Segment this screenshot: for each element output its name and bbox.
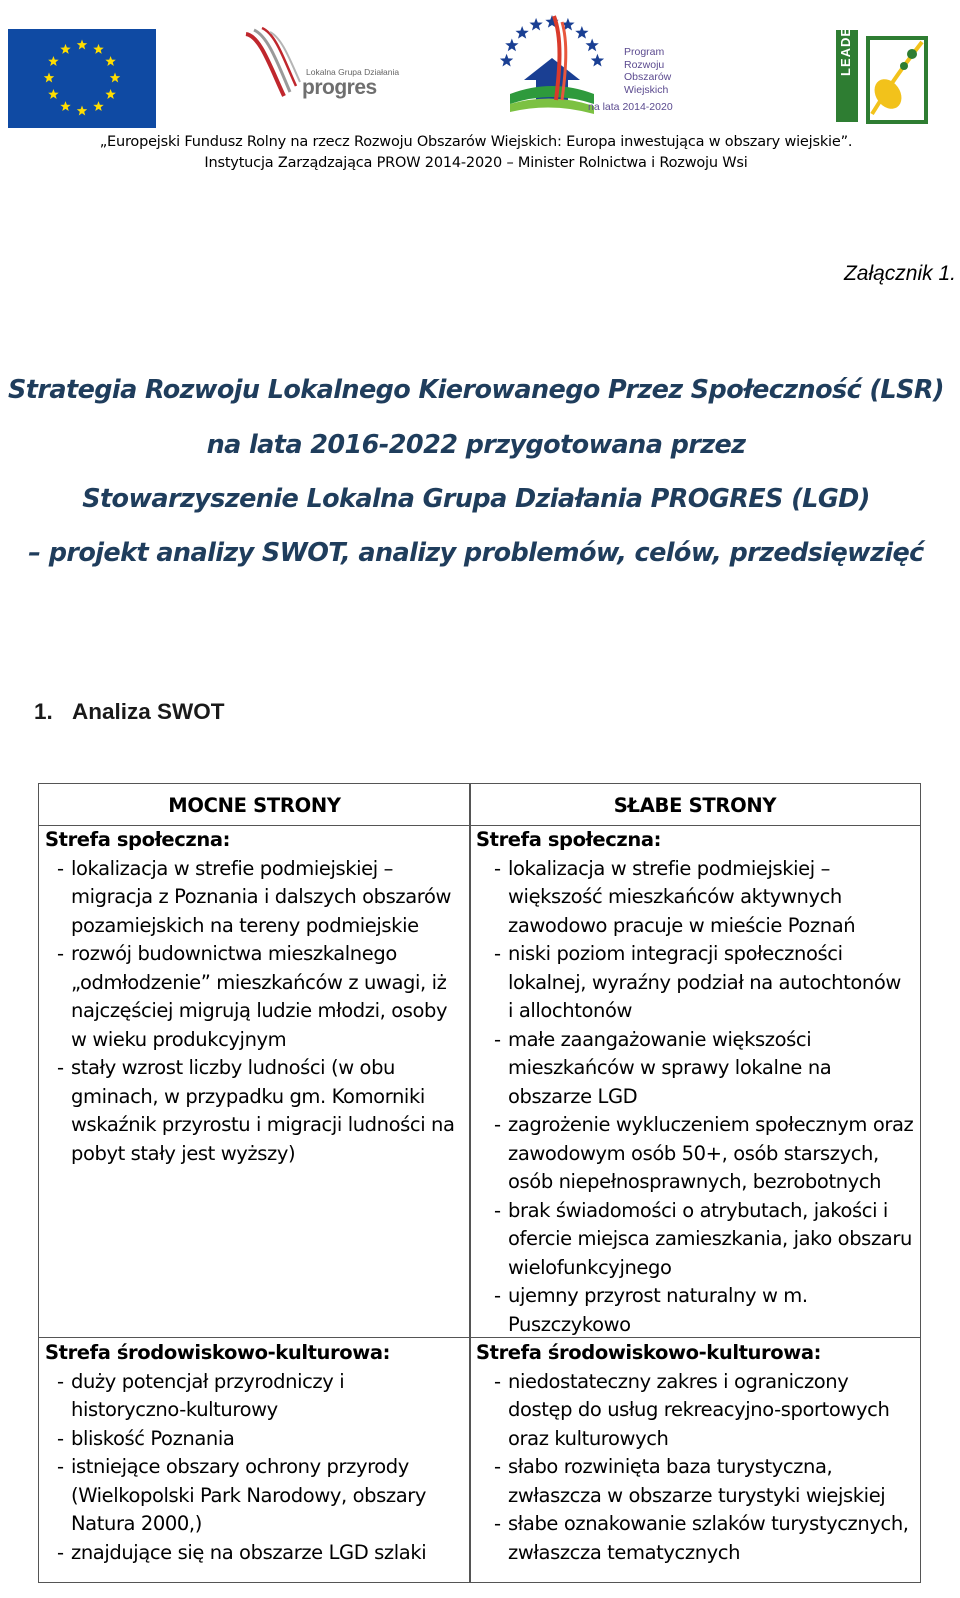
strength-social-item: [45, 940, 464, 1054]
title-line-4: – projekt analizy SWOT, analizy problemów, celów, przedsięwzięć: [28, 538, 924, 568]
strength-environment-item: [45, 1368, 464, 1425]
weaknesses-environment-zone: [470, 1338, 920, 1598]
weakness-social-item-line: wielofunkcyjnego: [508, 1255, 672, 1279]
funding-line-2: Instytucja Zarządzająca PROW 2014-2020 – Minister Rolnictwa i Rozwoju Wsi: [204, 155, 748, 171]
strength-environment-item-line: (Wielkopolski Park Narodowy, obszary: [71, 1483, 427, 1507]
lgd-progres-logo: [240, 26, 410, 104]
weakness-social-item-line: i allochtonów: [508, 999, 633, 1022]
strength-environment-item-line: historyczno-kulturowy: [71, 1398, 278, 1421]
section-title: Analiza SWOT: [72, 699, 225, 724]
weakness-social-item-line: Puszczykowo: [508, 1312, 631, 1336]
weakness-social-item-line: - lokalizacja w strefie podmiejskiej –: [508, 856, 830, 880]
weakness-social-item-line: osób niepełnosprawnych, bezrobotnych: [508, 1170, 882, 1193]
weakness-social-item-line: ofercie miejsca zamieszkania, jako obszaru: [508, 1227, 912, 1250]
strengths-social-zone: [39, 825, 470, 1338]
strength-environment-item: [45, 1539, 464, 1568]
attachment-label: Załącznik 1.: [843, 262, 956, 285]
prow-line-1: Program: [624, 46, 665, 58]
weaknesses-social-title: Strefa społeczna:: [476, 828, 662, 851]
eu-stars-icon: [8, 29, 156, 128]
section-heading: [34, 699, 225, 725]
weakness-social-item: [476, 1026, 914, 1112]
weakness-social-item-line: - brak świadomości o atrybutach, jakości i: [508, 1198, 888, 1222]
eu-flag-logo: [8, 29, 156, 128]
funding-line-1: „Europejski Fundusz Rolny na rzecz Rozwoju Obszarów Wiejskich: Europa inwestująca w obszary wiejskie”.: [99, 134, 853, 150]
strength-social-item-line: wskaźnik przyrostu i migracji ludności na: [71, 1113, 455, 1136]
weakness-social-item-line: - ujemny przyrost naturalny w m.: [508, 1284, 808, 1307]
weaknesses-environment-title: Strefa środowiskowo-kulturowa:: [476, 1341, 821, 1364]
strength-environment-item-line: - znajdujące się na obszarze LGD szlaki: [71, 1540, 427, 1564]
strength-environment-item-line: - istniejące obszary ochrony przyrody: [71, 1455, 409, 1478]
strength-social-item-line: - lokalizacja w strefie podmiejskiej –: [71, 856, 393, 880]
prow-years: na lata 2014-2020: [588, 101, 673, 113]
section-number: 1.: [34, 699, 53, 724]
weakness-social-item-line: zawodowo pracuje w mieście Poznań: [508, 913, 856, 937]
weakness-social-item-line: zawodowym osób 50+, osób starszych,: [508, 1141, 879, 1165]
swot-table: [38, 783, 921, 1583]
strength-environment-item: [45, 1453, 464, 1539]
strengths-header: MOCNE STRONY: [39, 784, 470, 826]
strength-social-item-line: migracja z Poznania i dalszych obszarów: [71, 885, 452, 908]
strength-social-item-line: w wieku produkcyjnym: [71, 1027, 287, 1051]
strengths-environment-list: [45, 1368, 464, 1568]
weakness-environment-item-line: - słabo rozwinięta baza turystyczna,: [508, 1455, 833, 1478]
weakness-social-item-line: - niski poziom integracji społeczności: [508, 942, 843, 965]
strength-social-item: [45, 855, 464, 941]
lgd-name: progres: [302, 76, 377, 99]
prow-line-3: Obszarów: [624, 71, 672, 83]
strength-environment-item-line: - duży potencjał przyrodniczy i: [71, 1369, 345, 1393]
weakness-environment-item: [476, 1453, 914, 1510]
prow-logo: [484, 8, 676, 124]
weakness-social-item-line: obszarze LGD: [508, 1084, 638, 1108]
prow-line-4: Wiejskich: [624, 83, 669, 96]
weakness-social-item-line: - małe zaangażowanie większości: [508, 1027, 812, 1051]
weaknesses-column: [469, 783, 921, 1583]
weaknesses-social-zone: [470, 825, 920, 1338]
strengths-environment-zone: [39, 1338, 470, 1598]
weakness-social-item: [476, 1111, 914, 1197]
weakness-social-item-line: większość mieszkańców aktywnych: [508, 885, 842, 908]
strength-social-item: [45, 1054, 464, 1168]
lgd-subtitle: Lokalna Grupa Działania: [306, 67, 400, 77]
strength-environment-item-line: Natura 2000,): [71, 1512, 202, 1535]
strengths-social-list: [45, 855, 464, 1169]
weakness-social-item-line: - zagrożenie wykluczeniem społecznym oraz: [508, 1113, 914, 1136]
prow-line-2: Rozwoju: [624, 58, 665, 71]
leader-text: LEADER: [838, 16, 853, 76]
strength-environment-item-line: - bliskość Poznania: [71, 1426, 235, 1450]
weakness-social-item: [476, 855, 914, 941]
strength-social-item-line: pobyt stały jest wyższy): [71, 1141, 296, 1165]
strengths-social-title: Strefa społeczna:: [45, 828, 231, 851]
strength-social-item-line: - stały wzrost liczby ludności (w obu: [71, 1056, 396, 1079]
weakness-social-item: [476, 1197, 914, 1283]
title-line-3: Stowarzyszenie Lokalna Grupa Działania PROGRES (LGD): [82, 484, 870, 514]
strengths-column: [38, 783, 471, 1583]
weakness-environment-item-line: - niedostateczny zakres i ograniczony: [508, 1369, 849, 1393]
strength-social-item-line: najczęściej migrują ludzie młodzi, osoby: [71, 999, 448, 1022]
weaknesses-environment-list: [476, 1368, 914, 1568]
weaknesses-social-list: [476, 855, 914, 1340]
strength-environment-item: [45, 1425, 464, 1454]
leader-logo: [834, 16, 930, 124]
strengths-environment-title: Strefa środowiskowo-kulturowa:: [45, 1341, 390, 1364]
weakness-environment-item-line: dostęp do usług rekreacyjno-sportowych: [508, 1398, 890, 1421]
strength-social-item-line: - rozwój budownictwa mieszkalnego: [71, 942, 397, 965]
weakness-environment-item-line: zwłaszcza w obszarze turystyki wiejskiej: [508, 1483, 886, 1507]
prow-text: [624, 46, 671, 96]
strength-social-item-line: gminach, w przypadku gm. Komorniki: [71, 1084, 425, 1108]
weakness-environment-item: [476, 1510, 914, 1567]
weakness-environment-item-line: zwłaszcza tematycznych: [508, 1540, 741, 1564]
title-line-1: Strategia Rozwoju Lokalnego Kierowanego Przez Społeczność (LSR): [8, 375, 944, 405]
weaknesses-header: SŁABE STRONY: [470, 784, 920, 826]
strength-social-item-line: „odmłodzenie” mieszkańców z uwagi, iż: [71, 970, 447, 994]
weakness-environment-item-line: oraz kulturowych: [508, 1426, 669, 1450]
weakness-social-item: [476, 940, 914, 1026]
weakness-environment-item: [476, 1368, 914, 1454]
weakness-social-item: [476, 1282, 914, 1339]
weakness-social-item-line: mieszkańców w sprawy lokalne na: [508, 1056, 832, 1079]
strength-social-item-line: pozamiejskich na tereny podmiejskie: [71, 913, 419, 937]
weakness-environment-item-line: - słabe oznakowanie szlaków turystycznych,: [508, 1512, 909, 1535]
title-line-2: na lata 2016-2022 przygotowana przez: [206, 430, 746, 460]
weakness-social-item-line: lokalnej, wyraźny podział na autochtonów: [508, 970, 901, 994]
